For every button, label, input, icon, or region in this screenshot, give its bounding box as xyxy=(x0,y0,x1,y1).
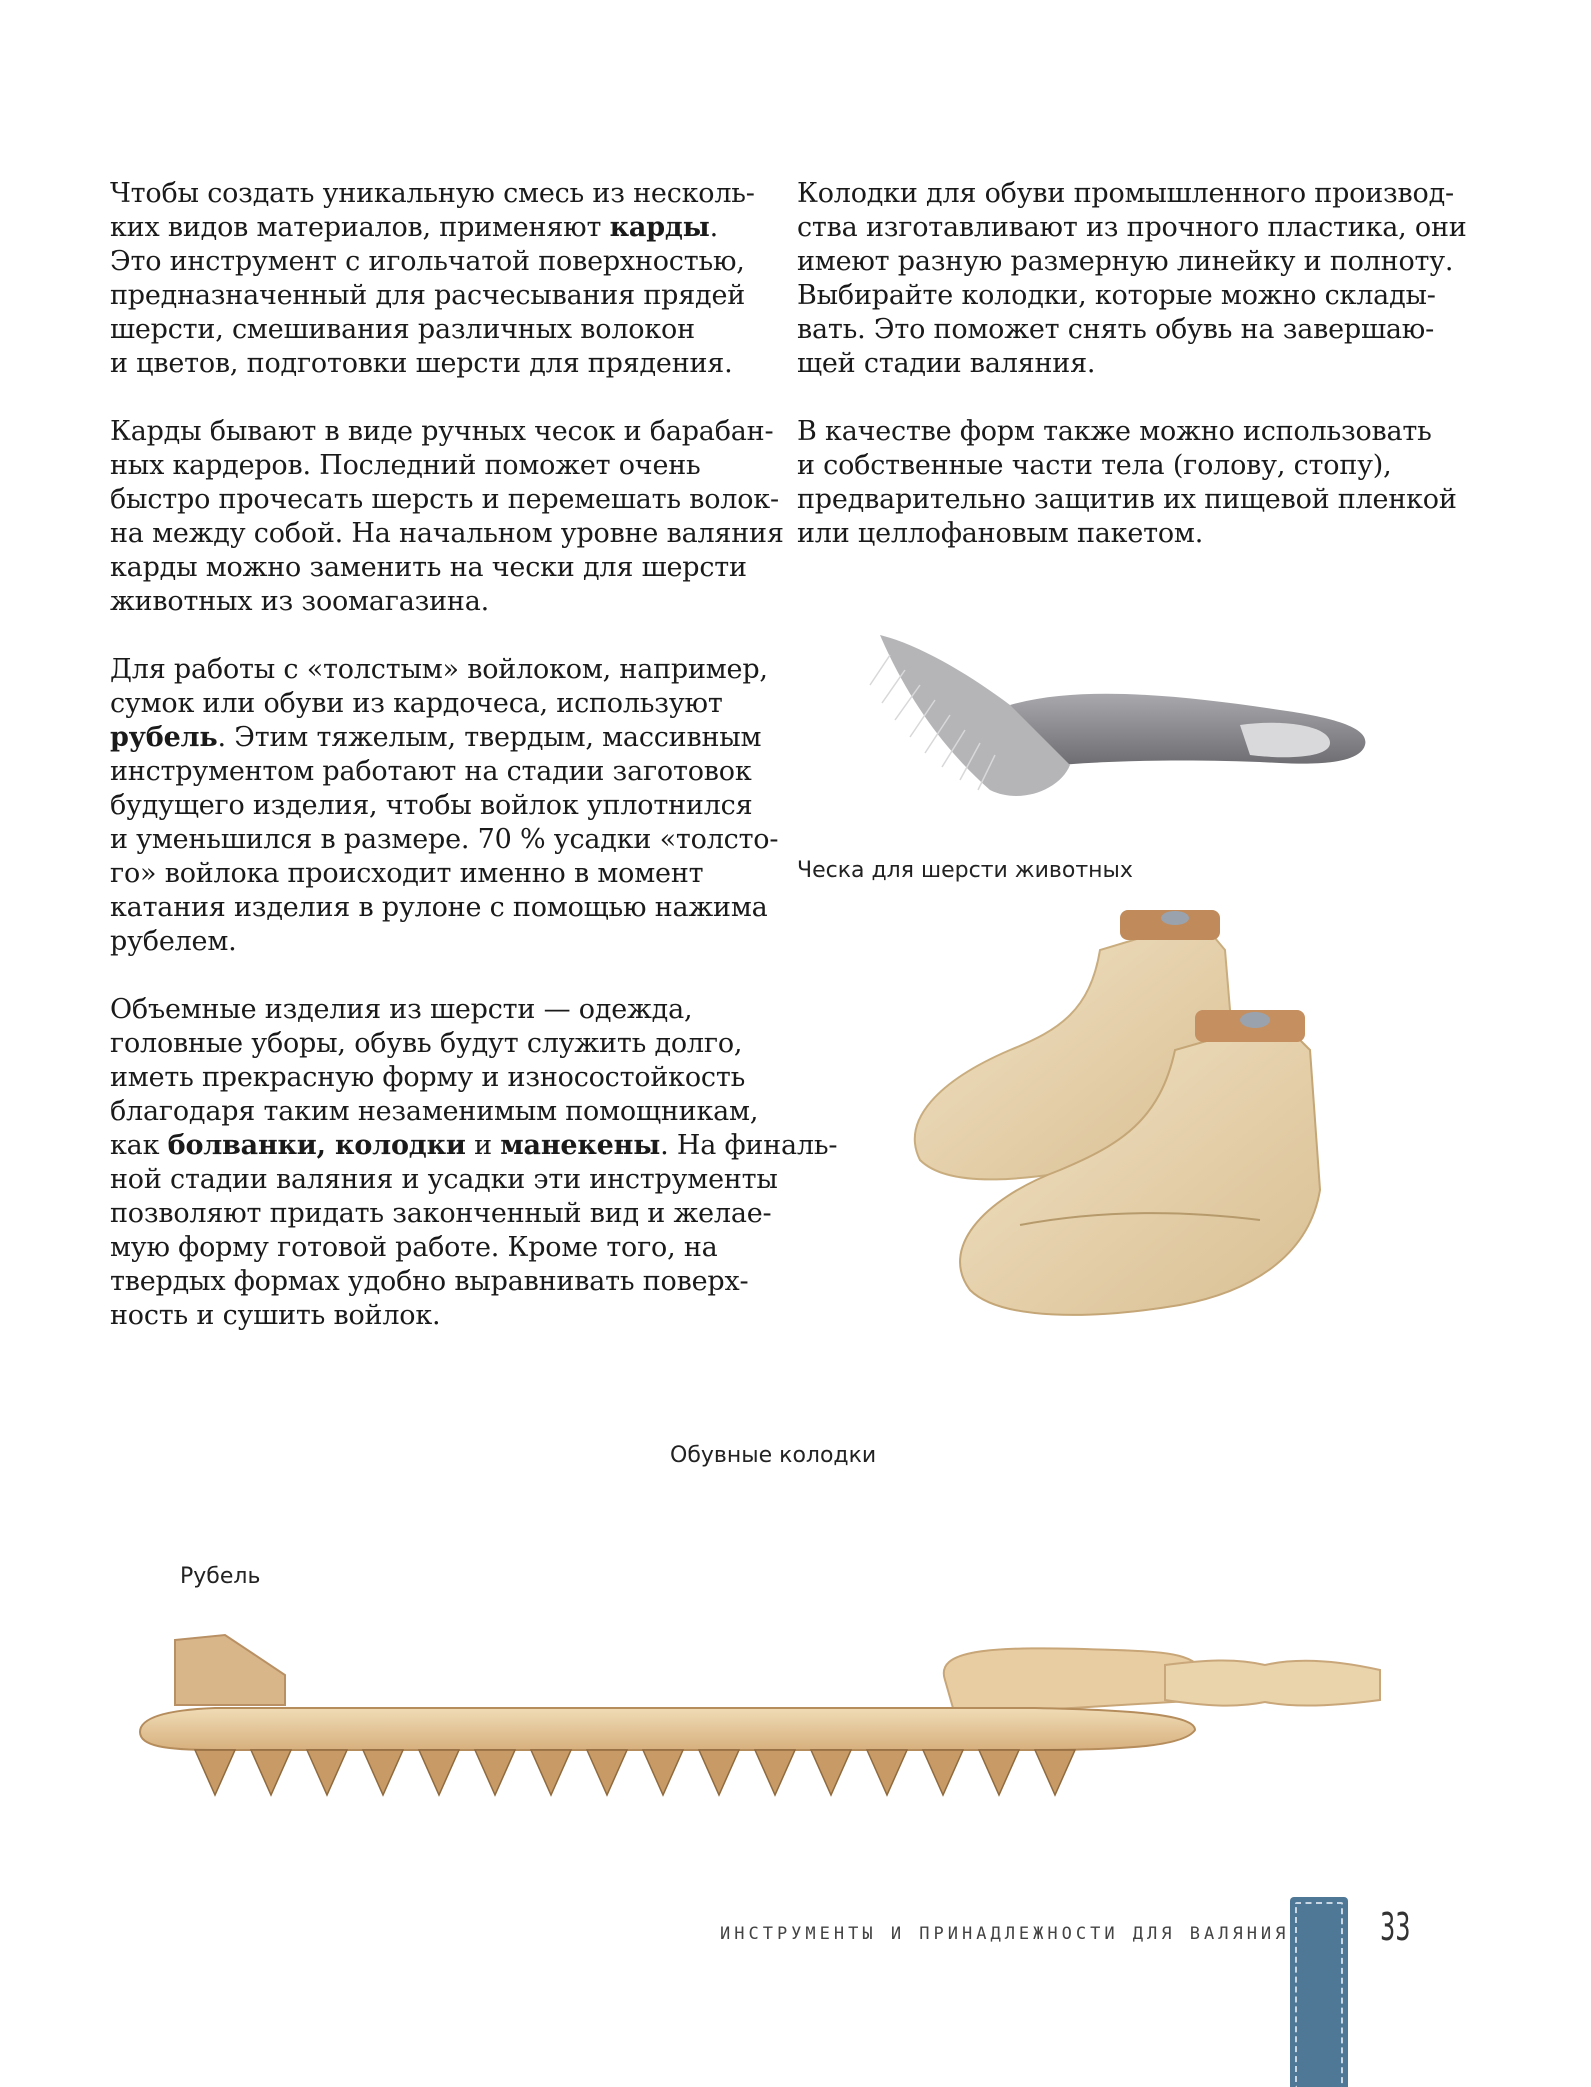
text-line: твердых формах удобно выравнивать поверх- xyxy=(110,1266,749,1297)
bold-term: рубель xyxy=(110,722,218,753)
text-line: Объемные изделия из шерсти — одежда, xyxy=(110,994,693,1025)
bold-term: болванки, колодки xyxy=(167,1130,466,1161)
brush-caption: Ческа для шерсти животных xyxy=(797,858,1133,883)
text-line: быстро прочесать шерсть и перемешать волок- xyxy=(110,484,779,515)
text-line: и собственные части тела (голову, стопу), xyxy=(797,450,1392,481)
paragraph xyxy=(110,415,784,619)
shoe-lasts-image xyxy=(880,890,1440,1320)
text-line: мую форму готовой работе. Кроме того, на xyxy=(110,1232,718,1263)
pet-brush-image xyxy=(860,615,1380,855)
text-line: шерсти, смешивания различных волокон xyxy=(110,314,695,345)
rubel-caption: Рубель xyxy=(180,1564,261,1589)
text-line: ства изготавливают из прочного пластика, они xyxy=(797,212,1467,243)
text-line: имеют разную размерную линейку и полноту. xyxy=(797,246,1454,277)
text-line: и цветов, подготовки шерсти для прядения. xyxy=(110,348,733,379)
paragraph xyxy=(110,993,838,1333)
text-line: Карды бывают в виде ручных чесок и барабан- xyxy=(110,416,774,447)
text-line: предназначенный для расчесывания прядей xyxy=(110,280,746,311)
text-line: ной стадии валяния и усадки эти инструменты xyxy=(110,1164,778,1195)
text-line: В качестве форм также можно использовать xyxy=(797,416,1432,447)
running-footer-section-title: ИНСТРУМЕНТЫ И ПРИНАДЛЕЖНОСТИ ДЛЯ ВАЛЯНИЯ xyxy=(720,1924,1290,1944)
text-line: предварительно защитив их пищевой пленкой xyxy=(797,484,1457,515)
text-line: инструментом работают на стадии заготовок xyxy=(110,756,752,787)
text-line: карды можно заменить на чески для шерсти xyxy=(110,552,747,583)
bold-term: манекены xyxy=(500,1130,661,1161)
text-line: го» войлока происходит именно в момент xyxy=(110,858,704,889)
text-line: будущего изделия, чтобы войлок уплотнился xyxy=(110,790,753,821)
page-number: 33 xyxy=(1380,1905,1411,1949)
text-line: Для работы с «толстым» войлоком, например, xyxy=(110,654,768,685)
right-text-column xyxy=(797,177,1467,585)
text-line: иметь прекрасную форму и износостойкость xyxy=(110,1062,746,1093)
text-line: катания изделия в рулоне с помощью нажима xyxy=(110,892,768,923)
text-line: Выбирайте колодки, которые можно склады- xyxy=(797,280,1436,311)
text-line: вать. Это поможет снять обувь на завершаю- xyxy=(797,314,1435,345)
text-line: Колодки для обуви промышленного производ- xyxy=(797,178,1454,209)
chapter-tab xyxy=(1290,1897,1348,2087)
text-line: или целлофановым пакетом. xyxy=(797,518,1204,549)
text-line: сумок или обуви из кардочеса, используют xyxy=(110,688,723,719)
paragraph xyxy=(110,653,779,959)
text-line: ных кардеров. Последний поможет очень xyxy=(110,450,701,481)
text-line: и уменьшился в размере. 70 % усадки «толсто- xyxy=(110,824,779,855)
text-line: Чтобы создать уникальную смесь из несколь- xyxy=(110,178,755,209)
text-line: животных из зоомагазина. xyxy=(110,586,490,617)
text-line: щей стадии валяния. xyxy=(797,348,1096,379)
text-line: рубель. Этим тяжелым, твердым, массивным xyxy=(110,722,762,753)
text-line: как болванки, колодки и манекены. На финаль- xyxy=(110,1130,838,1161)
left-text-column xyxy=(110,177,838,1367)
paragraph xyxy=(797,415,1457,551)
bold-term: карды xyxy=(609,212,710,243)
text-line: ких видов материалов, применяют карды. xyxy=(110,212,718,243)
text-line: ность и сушить войлок. xyxy=(110,1300,441,1331)
rubel-image xyxy=(135,1620,1415,1830)
paragraph xyxy=(797,177,1467,381)
text-line: рубелем. xyxy=(110,926,237,957)
text-line: Это инструмент с игольчатой поверхностью, xyxy=(110,246,745,277)
paragraph xyxy=(110,177,755,381)
text-line: позволяют придать законченный вид и желае- xyxy=(110,1198,772,1229)
text-line: благодаря таким незаменимым помощникам, xyxy=(110,1096,759,1127)
text-line: головные уборы, обувь будут служить долго, xyxy=(110,1028,743,1059)
text-line: на между собой. На начальном уровне валяния xyxy=(110,518,784,549)
lasts-caption: Обувные колодки xyxy=(670,1443,877,1468)
